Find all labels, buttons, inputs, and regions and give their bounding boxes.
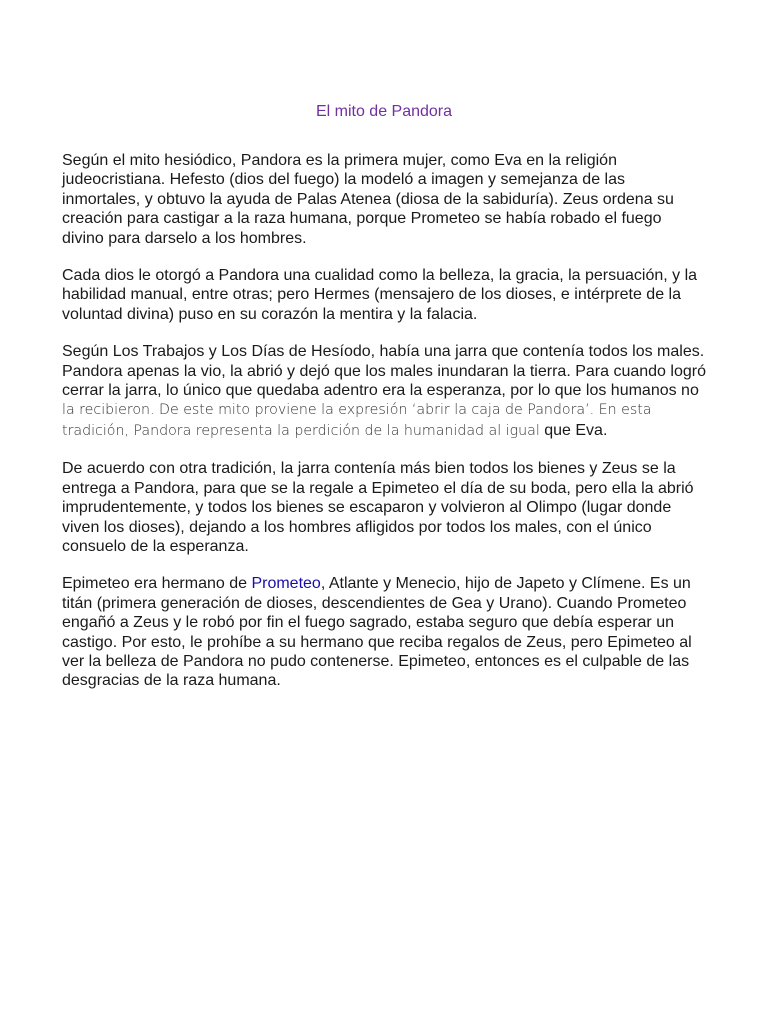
- document-page: [62, 100, 706, 709]
- paragraph-jar: [62, 342, 706, 441]
- paragraph-jar-end: que Eva.: [539, 421, 608, 439]
- document-title: El mito de Pandora: [315, 103, 453, 120]
- paragraph-epimeteo-before: Epimeteo era hermano de: [62, 575, 252, 593]
- paragraph-epimeteo: [62, 574, 706, 690]
- prometeo-link[interactable]: Prometeo: [251, 575, 321, 593]
- paragraph-other-tradition: De acuerdo con otra tradición, la jarra contenía más bien todos los bienes y Zeus se la entrega a Pandora, para que se la regale a Epimeteo el día de su boda, pero ella la abrió imprudentemente, y todos los bienes se escaparon y volvieron al Olimpo (lugar donde viven los dioses), dejando a los hombres afligidos por todos los males, con el único consuelo de la esperanza.: [62, 460, 694, 555]
- paragraph-gifts: Cada dios le otorgó a Pandora una cualidad como la belleza, la gracia, la persuación, y la habilidad manual, entre otras; pero Hermes (mensajero de los dioses, e intérprete de la voluntad divina) puso en su corazón la mentira y la falacia.: [62, 267, 698, 323]
- paragraph-jar-main: Según Los Trabajos y Los Días de Hesíodo, había una jarra que contenía todos los males. Pandora apenas la vio, la abrió y dejó que los males inundaran la tierra. Para cuando logró cerrar la jarra, lo único que quedaba adentro era la esperanza, por lo que los humanos no: [62, 343, 706, 400]
- paragraph-epimeteo-after: , Atlante y Menecio, hijo de Japeto y Clímene. Es un titán (primera generación de dioses, descendientes de Gea y Urano). Cuando Prometeo engañó a Zeus y le robó por fin el fuego sagrado, estaba seguro que debía esperar un castigo. Por esto, le prohíbe a su hermano que reciba regalos de Zeus, pero Epimeteo al ver la belleza de Pandora no pudo contenerse. Epimeteo, entonces es el culpable de las desgracias de la raza humana.: [62, 575, 692, 690]
- paragraph-jar-light-text: la recibieron. De este mito proviene la expresión ‘abrir la caja de Pandora’. En esta tradición, Pandora representa la perdición de la humanidad al igual: [62, 402, 652, 439]
- paragraph-origin: Según el mito hesiódico, Pandora es la primera mujer, como Eva en la religión judeocristiana. Hefesto (dios del fuego) la modeló a imagen y semejanza de las inmortales, y obtuvo la ayuda de Palas Atenea (diosa de la sabiduría). Zeus ordena su creación para castigar a la raza humana, porque Prometeo se había robado el fuego divino para darselo a los hombres.: [62, 152, 674, 247]
